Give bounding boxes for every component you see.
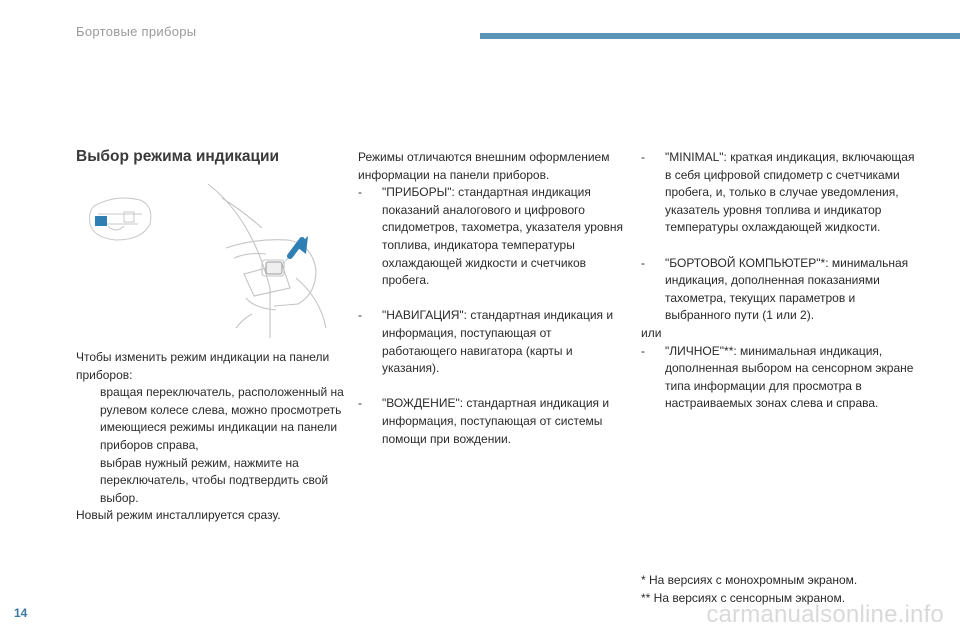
middle-column bbox=[358, 149, 628, 448]
mode-text: "ВОЖДЕНИЕ": стандартная индикация и информация, поступающая от системы помощи при вождении. bbox=[382, 396, 610, 446]
page-header-title: Бортовые приборы bbox=[76, 24, 197, 39]
section-title: Выбор режима индикации bbox=[76, 148, 280, 165]
middle-intro: Режимы отличаются внешним оформлением информации на панели приборов. bbox=[358, 150, 610, 182]
or-label: или bbox=[641, 325, 662, 340]
footnote: * На версиях с монохромным экраном. bbox=[641, 573, 858, 587]
mode-item bbox=[358, 307, 628, 377]
left-column bbox=[76, 349, 346, 525]
page-number: 14 bbox=[14, 606, 28, 620]
steering-wheel-closeup bbox=[208, 184, 326, 338]
thumbwheel-icon bbox=[266, 262, 282, 274]
mode-marker: - bbox=[641, 343, 645, 358]
mode-marker: - bbox=[358, 396, 362, 411]
left-intro: Чтобы изменить режим индикации на панели приборов: bbox=[76, 350, 330, 382]
mode-text: "НАВИГАЦИЯ": стандартная индикация и информация, поступающая от работающего навигатора (карты и указания). bbox=[382, 308, 614, 376]
mode-item bbox=[641, 149, 921, 237]
step-text: выбрав нужный режим, нажмите на переключатель, чтобы подтвердить свой выбор. bbox=[100, 455, 329, 505]
mode-item bbox=[641, 255, 921, 325]
steering-wheel-illustration bbox=[76, 178, 342, 340]
mode-marker: - bbox=[358, 308, 362, 323]
mode-text: "MINIMAL": краткая индикация, включающая в себя цифровой спидометр с счетчиками пробега, и, только в случае уведомления, указатель уровня топлива и индикатор температуры охлаждающей жидкости. bbox=[665, 150, 915, 235]
step-text: вращая переключатель, расположенный на рулевом колесе слева, можно просмотреть имеющиеся режимы индикации на панели приборов справа, bbox=[100, 385, 344, 452]
header-accent-bar bbox=[480, 33, 960, 39]
footnote: ** На версиях с сенсорным экраном. bbox=[641, 591, 846, 605]
mode-marker: - bbox=[641, 150, 645, 164]
left-switch-highlight bbox=[95, 216, 107, 226]
instruction-step bbox=[76, 455, 346, 508]
mode-text: "БОРТОВОЙ КОМПЬЮТЕР"*: минимальная индикация, дополненная показаниями тахометра, текущих параметров и выбранного пути (1 или 2). bbox=[665, 255, 909, 323]
mode-item bbox=[358, 395, 628, 448]
instruction-step bbox=[76, 384, 346, 454]
mode-text: "ПРИБОРЫ": стандартная индикация показаний аналогового и цифрового спидометров, тахометра, указателя уровня топлива, индикатора температуры охлаждающей жидкости и счетчиков пробега. bbox=[382, 185, 624, 288]
mode-marker: - bbox=[358, 185, 362, 200]
mode-item bbox=[641, 343, 921, 413]
mode-text: "ЛИЧНОЕ"**: минимальная индикация, дополненная выбором на сенсорном экране типа информации для просмотра в настраиваемых зонах слева и справа. bbox=[665, 343, 914, 411]
mode-marker: - bbox=[641, 255, 645, 270]
mode-item bbox=[358, 184, 628, 290]
right-column bbox=[641, 149, 921, 413]
left-outro: Новый режим инсталлируется сразу. bbox=[76, 508, 281, 523]
watermark: carmanualsonline.info bbox=[706, 601, 944, 628]
